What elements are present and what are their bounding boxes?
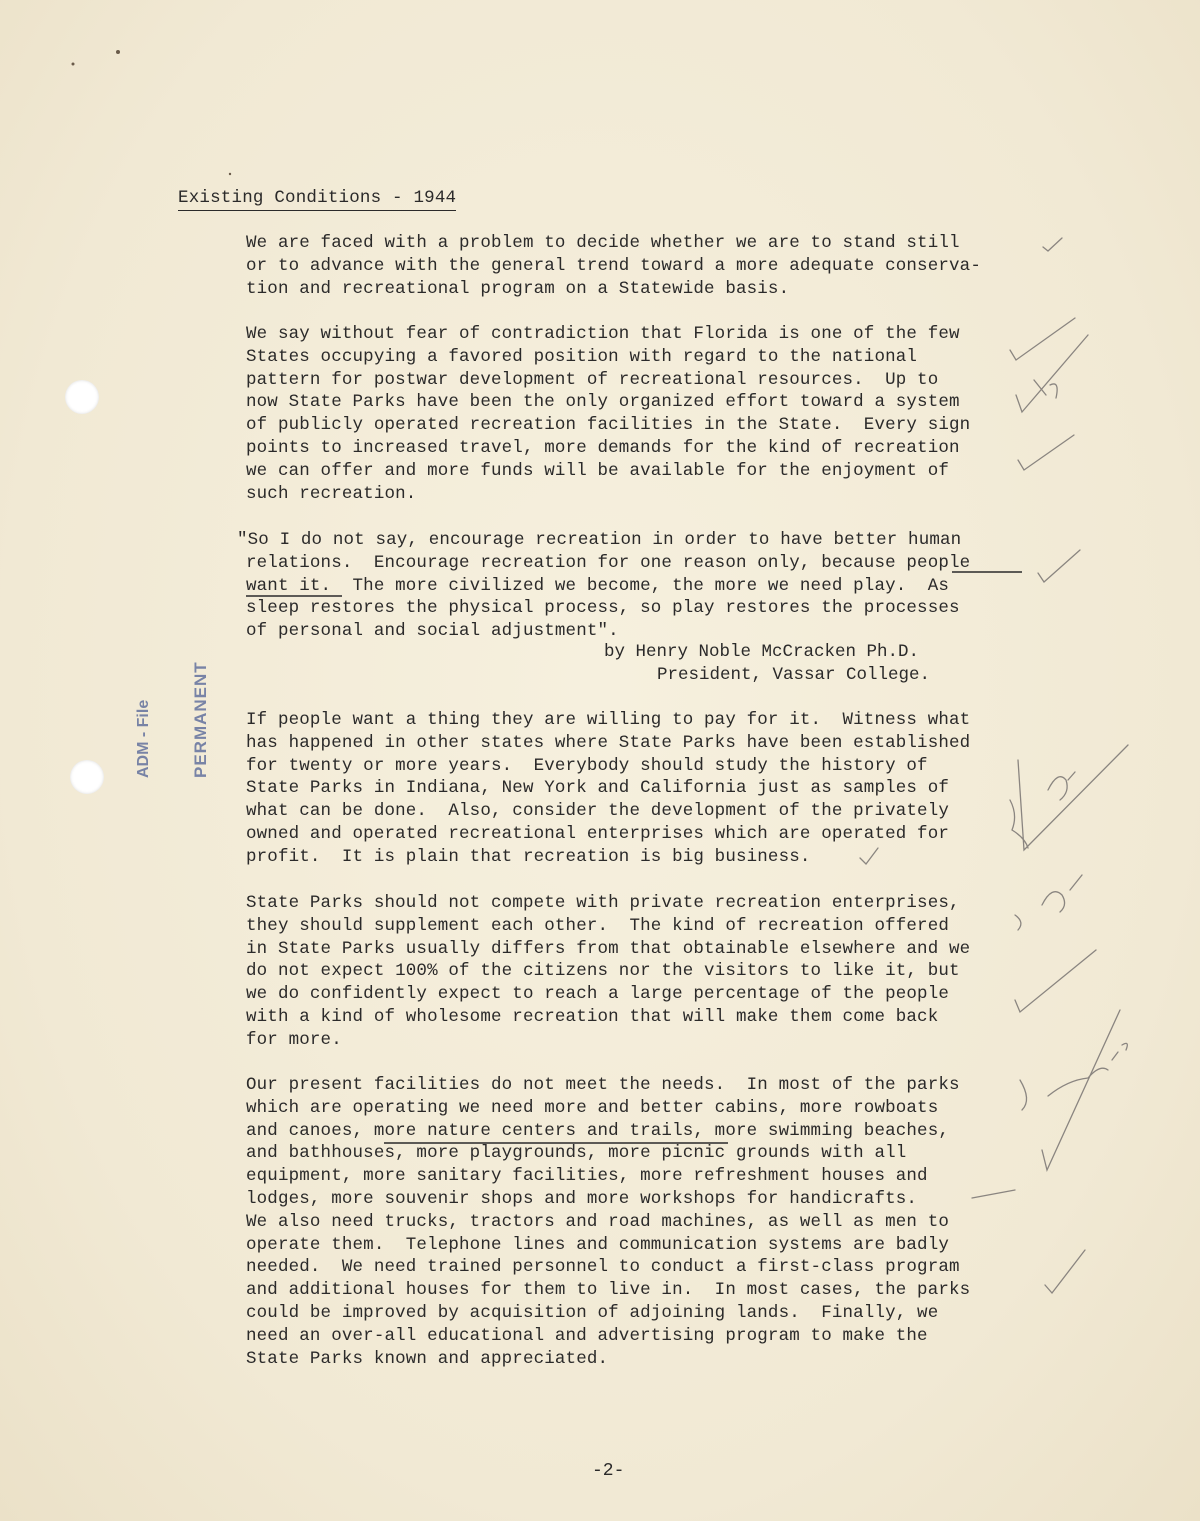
attribution-title: President, Vassar College. xyxy=(657,665,931,685)
paragraph-line: lodges, more souvenir shops and more workshops for handicrafts. xyxy=(246,1188,918,1209)
paragraph-line: State Parks should not compete with private recreation enterprises, xyxy=(246,893,960,913)
paragraph-line: pattern for postwar development of recreational resources. Up to xyxy=(246,369,939,390)
paragraph-line: or to advance with the general trend toward a more adequate conserva- xyxy=(246,255,981,276)
quote-line: want it. The more civilized we become, the more we need play. As xyxy=(246,575,950,596)
paragraph-4 xyxy=(246,709,970,869)
bracket-mark xyxy=(1015,915,1021,930)
quote-line: sleep restores the physical process, so play restores the processes xyxy=(246,598,960,619)
paragraph-line: for more. xyxy=(246,1029,342,1050)
paragraph-line: States occupying a favored position with regard to the national xyxy=(246,346,918,367)
paragraph-line: We also need trucks, tractors and road machines, as well as men to xyxy=(246,1211,950,1232)
paragraph-line: with a kind of wholesome recreation that will make them come back xyxy=(246,1006,939,1027)
paragraph-line: and additional houses for them to live in. In most cases, the parks xyxy=(246,1280,971,1301)
bracket-mark xyxy=(1020,1080,1027,1110)
paragraph-line: If people want a thing they are willing to pay for it. Witness what xyxy=(246,710,971,730)
handwritten-good-note xyxy=(1042,875,1082,912)
quote-line: of personal and social adjustment". xyxy=(246,621,619,642)
ink-spot xyxy=(72,63,75,66)
check-mark-icon xyxy=(1016,335,1088,412)
dash-mark xyxy=(972,1190,1015,1198)
attribution-author: by Henry Noble McCracken Ph.D. xyxy=(604,642,920,662)
paragraph-1 xyxy=(246,232,981,300)
paragraph-line: for twenty or more years. Everybody should study the history of xyxy=(246,755,928,776)
paragraph-line: points to increased travel, more demands for the kind of recreation xyxy=(246,437,960,458)
section-heading: Existing Conditions - 1944 xyxy=(178,188,456,211)
handwritten-question-note xyxy=(1048,1043,1127,1096)
check-mark-icon xyxy=(1018,745,1128,850)
paragraph-line: such recreation. xyxy=(246,483,417,504)
paragraph-line: has happened in other states where State Parks have been established xyxy=(246,732,971,753)
paragraph-line: do not expect 100% of the citizens nor the visitors to like it, but xyxy=(246,961,960,982)
paragraph-line: and bathhouses, more playgrounds, more picnic grounds with all xyxy=(246,1143,907,1164)
check-mark-icon xyxy=(1042,1010,1120,1170)
paragraph-line: profit. It is plain that recreation is big business. xyxy=(246,846,811,867)
paragraph-line: which are operating we need more and better cabins, more rowboats xyxy=(246,1097,939,1118)
paragraph-6 xyxy=(246,1074,970,1370)
stamp-line-1: ADM - File xyxy=(135,699,152,778)
check-mark-icon xyxy=(1015,950,1096,1012)
quote-line: "So I do not say, encourage recreation in order to have better human xyxy=(237,530,962,550)
paragraph-line: We are faced with a problem to decide whether we are to stand still xyxy=(246,233,960,253)
paragraph-line: operate them. Telephone lines and communication systems are badly xyxy=(246,1234,950,1255)
paragraph-line: we can offer and more funds will be available for the enjoyment of xyxy=(246,460,950,481)
check-mark-icon xyxy=(1038,550,1080,582)
ink-spot xyxy=(229,173,231,175)
paragraph-line: they should supplement each other. The kind of recreation offered xyxy=(246,915,950,936)
paragraph-line: Our present facilities do not meet the needs. In most of the parks xyxy=(246,1075,960,1095)
check-mark-icon xyxy=(1010,318,1075,360)
paragraph-line: owned and operated recreational enterprises which are operated for xyxy=(246,823,950,844)
stamp-line-2: PERMANENT xyxy=(191,661,210,778)
paragraph-line: in State Parks usually differs from that obtainable elsewhere and we xyxy=(246,938,971,959)
paragraph-5 xyxy=(246,892,970,1052)
check-mark-icon xyxy=(1018,435,1074,470)
handwritten-b-note xyxy=(1034,380,1057,398)
punch-hole-top xyxy=(65,380,99,414)
paragraph-line: and canoes, more nature centers and trails, more swimming beaches, xyxy=(246,1120,950,1141)
check-mark-icon xyxy=(1043,238,1062,251)
ink-spot xyxy=(116,50,120,54)
paragraph-2 xyxy=(246,323,970,505)
quote-paragraph xyxy=(237,529,970,643)
paragraph-line: of publicly operated recreation facilities in the State. Every sign xyxy=(246,415,971,436)
quote-line: relations. Encourage recreation for one reason only, because people xyxy=(246,552,971,573)
paragraph-line: State Parks known and appreciated. xyxy=(246,1348,609,1369)
paragraph-line: we do confidently expect to reach a large percentage of the people xyxy=(246,984,950,1005)
paragraph-line: tion and recreational program on a Statewide basis. xyxy=(246,278,790,299)
paragraph-line: need an over-all educational and advertising program to make the xyxy=(246,1325,928,1346)
handwritten-good-note xyxy=(1048,772,1075,800)
paragraph-line: State Parks in Indiana, New York and California just as samples of xyxy=(246,778,950,799)
paragraph-line: now State Parks have been the only organized effort toward a system xyxy=(246,392,960,413)
file-stamp xyxy=(96,661,248,778)
paragraph-line: could be improved by acquisition of adjoining lands. Finally, we xyxy=(246,1302,939,1323)
check-mark-icon xyxy=(1045,1250,1085,1293)
page-number: -2- xyxy=(592,1461,625,1481)
paragraph-line: We say without fear of contradiction that Florida is one of the few xyxy=(246,324,960,344)
bracket-mark xyxy=(1010,800,1028,848)
paragraph-line: what can be done. Also, consider the development of the privately xyxy=(246,801,950,822)
paragraph-line: needed. We need trained personnel to conduct a first-class program xyxy=(246,1257,960,1278)
paragraph-line: equipment, more sanitary facilities, more refreshment houses and xyxy=(246,1166,928,1187)
